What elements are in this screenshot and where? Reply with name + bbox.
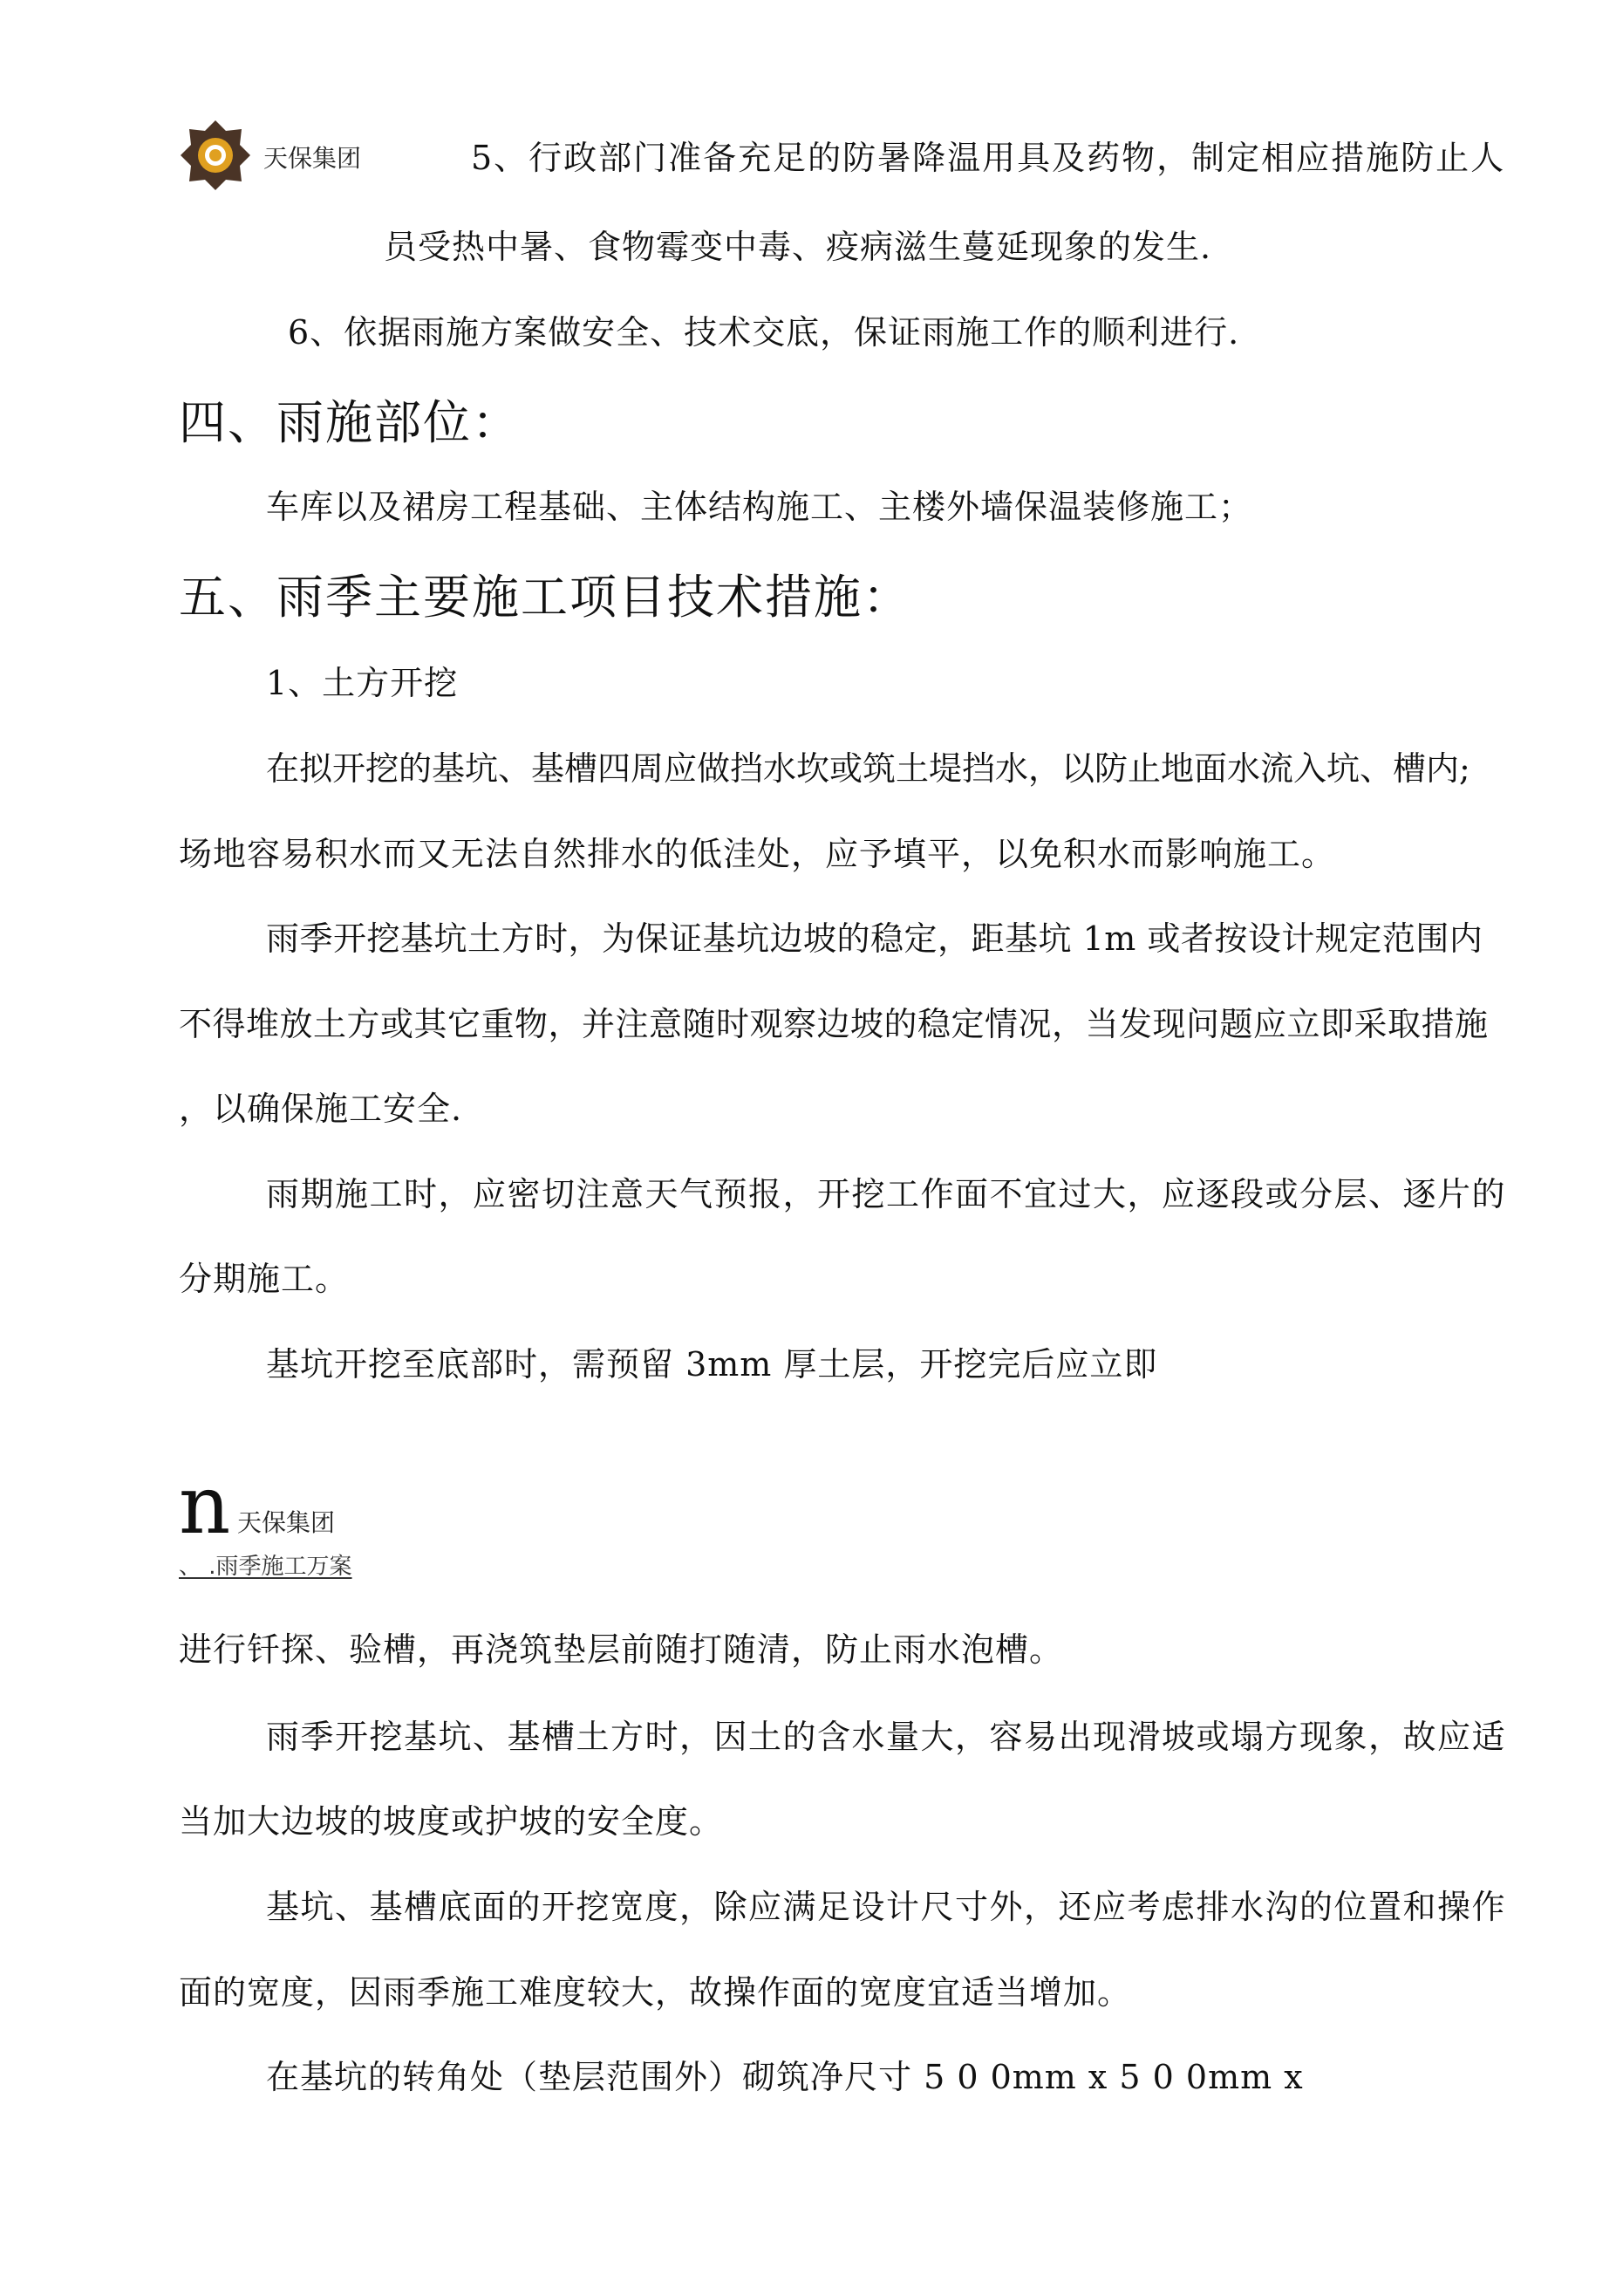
paragraph-line: 在基坑的转角处（垫层范围外）砌筑净尺寸 5 0 0mm x 5 0 0mm x	[266, 2058, 1304, 2096]
paragraph-line: 当加大边坡的坡度或护坡的安全度。	[179, 1802, 724, 1841]
text-line: 6、依据雨施方案做安全、技术交底，保证雨施工作的顺利进行.	[288, 313, 1240, 352]
paragraph-line: 不得堆放土方或其它重物，并注意随时观察边坡的稳定情况，当发现问题应立即采取措施	[179, 1005, 1489, 1043]
section-heading: 四、雨施部位：	[179, 395, 521, 450]
header-glyph: n	[179, 1459, 231, 1552]
paragraph-line: 分期施工。	[179, 1260, 350, 1298]
paragraph-line: 雨期施工时，应密切注意天气预报，开挖工作面不宜过大，应逐段或分层、逐片的	[266, 1175, 1507, 1213]
paragraph-line: 雨季开挖基坑土方时，为保证基坑边坡的稳定，距基坑 1m 或者按设计规定范围内	[266, 919, 1483, 958]
text-line: 车库以及裙房工程基础、主体结构施工、主楼外墙保温装修施工；	[266, 488, 1253, 526]
text-line: 5、行政部门准备充足的防暑降温用具及药物，制定相应措施防止人	[471, 139, 1506, 177]
paragraph-line: 在拟开挖的基坑、基槽四周应做挡水坎或筑土堤挡水，以防止地面水流入坑、槽内;	[266, 749, 1470, 788]
paragraph-line: 面的宽度，因雨季施工难度较大，故操作面的宽度宜适当增加。	[179, 1973, 1132, 2012]
header-brand: 天保集团	[263, 144, 362, 173]
subsection-heading: 1、土方开挖	[266, 664, 459, 702]
paragraph-line: 场地容易积水而又无法自然排水的低洼处，应予填平，以免积水而影响施工。	[179, 835, 1336, 873]
text-line: 员受热中暑、食物霉变中毒、疫病滋生蔓延现象的发生.	[384, 228, 1212, 266]
paragraph-line: 基坑、基槽底面的开挖宽度，除应满足设计尺寸外，还应考虑排水沟的位置和操作	[266, 1888, 1507, 1926]
paragraph-line: 进行钎探、验槽，再浇筑垫层前随打随清，防止雨水泡槽。	[179, 1630, 1064, 1669]
tianbao-logo-icon	[179, 119, 252, 192]
paragraph-line: 基坑开挖至底部时，需预留 3mm 厚土层，开挖完后应立即	[266, 1345, 1158, 1384]
header-subtitle: 、 .雨季施工万案	[179, 1554, 352, 1580]
header-brand: 天保集团	[237, 1508, 336, 1537]
paragraph-line: ，以确保施工安全.	[179, 1090, 463, 1128]
section-heading: 五、雨季主要施工项目技术措施：	[179, 570, 911, 625]
paragraph-line: 雨季开挖基坑、基槽土方时，因土的含水量大，容易出现滑坡或塌方现象，故应适	[266, 1718, 1507, 1756]
